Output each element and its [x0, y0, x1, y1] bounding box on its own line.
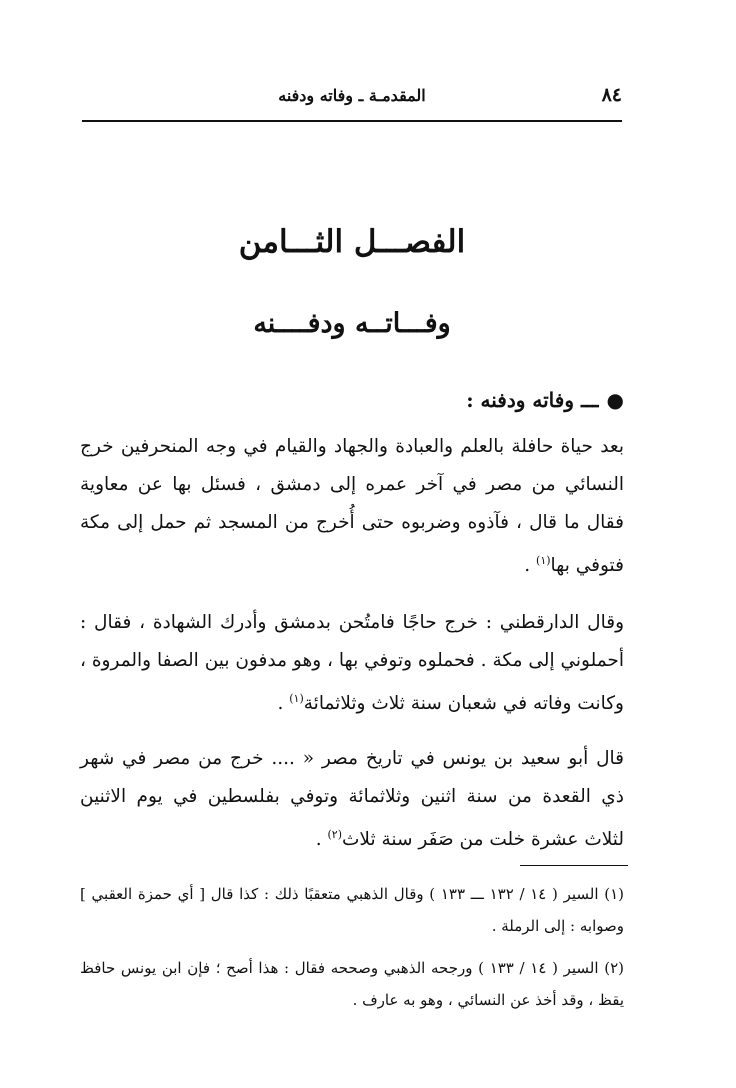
footnote-ref[interactable]: (١) — [289, 692, 304, 705]
page-number: ٨٤ — [601, 84, 622, 106]
footnote-2: (٢) السير ( ١٤ / ١٣٣ ) ورجحه الذهبي وصححه فقال : هذا أصح ؛ فإن ابن يونس حافظ يقظ ، وقد أخذ عن النسائي ، وهو به عارف . — [80, 959, 624, 1009]
chapter-subtitle: وفـــاتــه ودفــــنه — [253, 308, 451, 339]
paragraph-1 — [80, 428, 624, 585]
paragraph-3 — [80, 740, 624, 859]
paragraph-text: بعد حياة حافلة بالعلم والعبادة والجهاد والقيام في وجه المنحرفين خرج النسائي من مصر في آخر عمره إلى دمشق ، فسئل بها عن معاوية فقال ما قال ، فآذوه وضربوه حتى أُخرج من المسجد ثم حمل إلى مكة فتوفي بها — [80, 436, 624, 577]
bullet-icon: ● — [606, 388, 624, 412]
footnote-1: (١) السير ( ١٤ / ١٣٢ ـــ ١٣٣ ) وقال الذهبي متعقبًا ذلك : كذا قال [ أي حمزة العقبي ] وصوابه : إلى الرملة . — [80, 885, 624, 935]
page-header — [82, 82, 622, 114]
section-heading-text: ـــ وفاته ودفنه : — [466, 388, 599, 412]
paragraph-2 — [80, 604, 624, 723]
running-title: المقدمـة ـ وفاته ودفنه — [278, 86, 426, 105]
section-heading — [80, 388, 624, 412]
paragraph-end: . — [315, 829, 328, 851]
header-rule — [82, 120, 622, 122]
paragraph-end: . — [277, 693, 290, 715]
paragraph-text: قال أبو سعيد بن يونس في تاريخ مصر « .... خرج من مصر في شهر ذي القعدة من سنة اثنين وثلاثمائة وتوفي بفلسطين في يوم الاثنين لثلاث عشرة خلت من صَفَر سنة ثلاث — [80, 748, 624, 851]
paragraph-text: وقال الدارقطني : خرج حاجًا فامتُحن بدمشق وأدرك الشهادة ، فقال : أحملوني إلى مكة . فحملوه وتوفي بها ، وهو مدفون بين الصفا والمروة ، وكانت وفاته في شعبان سنة ثلاث وثلاثمائة — [80, 612, 624, 715]
footnote-rule — [520, 865, 628, 866]
chapter-title: الفصـــل الثـــامن — [238, 224, 466, 260]
paragraph-end: . — [524, 555, 537, 577]
footnote-ref[interactable]: (١) — [536, 554, 551, 567]
footnote-ref[interactable]: (٢) — [327, 828, 342, 841]
